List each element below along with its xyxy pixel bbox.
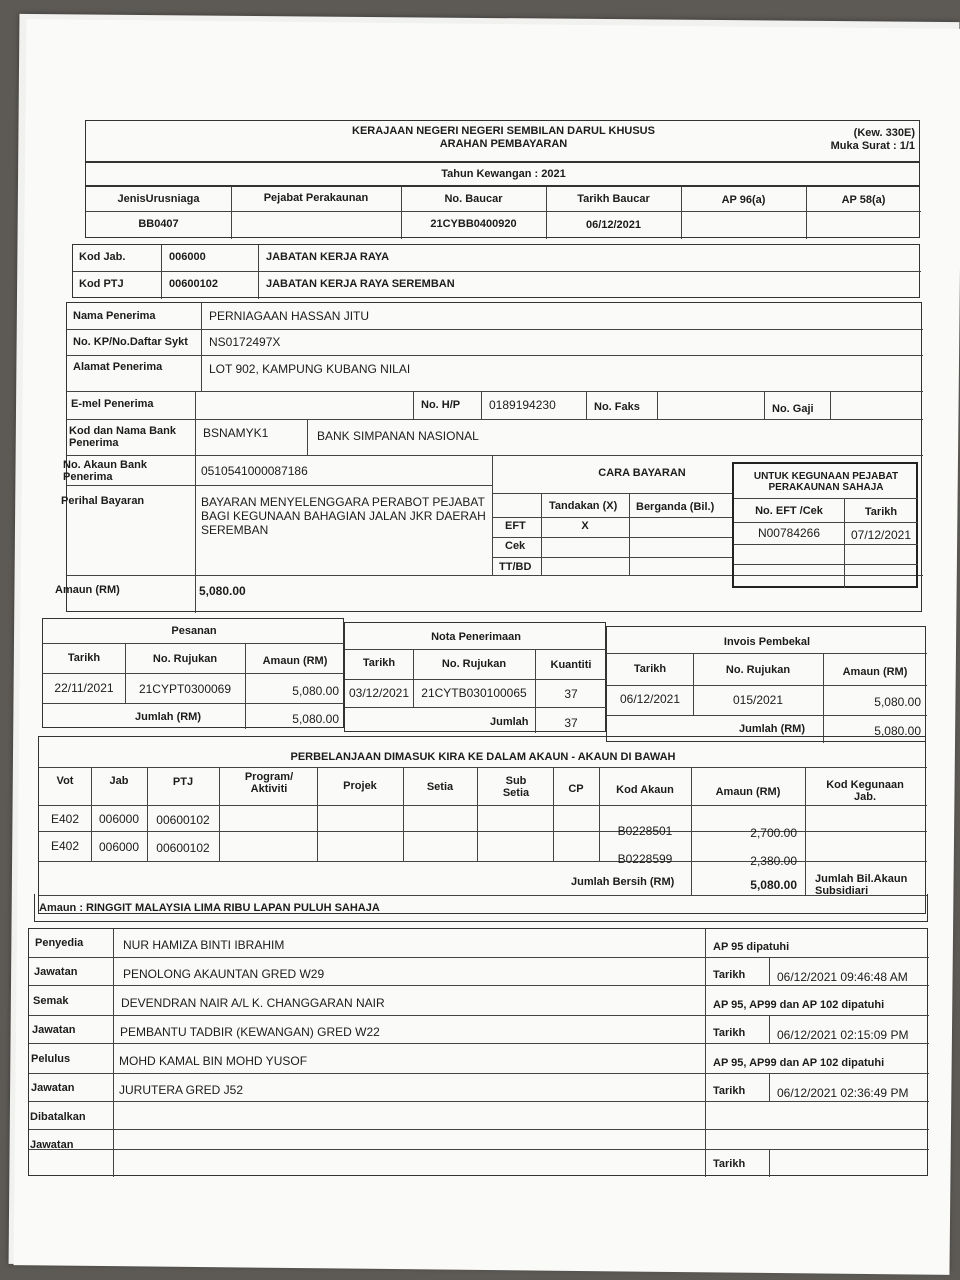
exp-row2-ptj: 00600102 — [156, 841, 210, 855]
pesanan-h-rujukan: No. Rujukan — [152, 653, 218, 665]
kod-ptj: 00600102 — [169, 278, 218, 290]
voucher-number: 21CYBB0400920 — [430, 218, 517, 230]
eft-date: 07/12/2021 — [850, 528, 912, 542]
col-eft-cek: No. EFT /Cek — [755, 505, 823, 517]
exp-h-projek: Projek — [343, 780, 377, 792]
department-name: JABATAN KERJA RAYA — [266, 251, 390, 263]
form-header — [85, 120, 920, 162]
exp-row1-kod-akaun: B0228501 — [617, 824, 673, 838]
ptj-name: JABATAN KERJA RAYA SEREMBAN — [266, 278, 455, 290]
pesanan-jumlah: 5,080.00 — [292, 712, 339, 726]
fiscal-year: Tahun Kewangan : 2021 — [441, 168, 566, 180]
pesanan-amaun: 5,080.00 — [292, 684, 339, 698]
nota-h-kuantiti: Kuantiti — [550, 659, 592, 671]
payee-address: LOT 902, KAMPUNG KUBANG NILAI — [209, 362, 411, 376]
kod-jab: 006000 — [169, 251, 206, 263]
col-tandakan: Tandakan (X) — [549, 500, 618, 512]
payee-name: PERNIAGAAN HASSAN JITU — [209, 309, 370, 323]
method-ttbd: TT/BD — [499, 561, 532, 573]
kod-ptj-label: Kod PTJ — [79, 278, 124, 290]
gaji-label: No. Gaji — [772, 403, 814, 415]
invois-amaun: 5,080.00 — [874, 695, 921, 709]
hp-number: 0189194230 — [489, 398, 556, 412]
penyedia-label: Penyedia — [35, 937, 84, 949]
invois-h-amaun: Amaun (RM) — [842, 666, 908, 678]
penyedia-date-label: Tarikh — [713, 969, 746, 981]
voucher-label-5: AP 96(a) — [721, 194, 766, 206]
perihal-label: Perihal Bayaran — [61, 495, 145, 507]
bank-label: Kod dan Nama Bank Penerima — [69, 425, 176, 450]
pelulus-jawatan: JURUTERA GRED J52 — [119, 1083, 244, 1097]
page-number: Muka Surat : 1/1 — [830, 140, 915, 152]
semak-jawatan: PEMBANTU TADBIR (KEWANGAN) GRED W22 — [120, 1025, 380, 1039]
penyedia-date: 06/12/2021 09:46:48 AM — [777, 970, 908, 984]
pesanan-title: Pesanan — [171, 625, 217, 637]
payee-name-label: Nama Penerima — [73, 310, 156, 322]
dibatalkan-date-label: Tarikh — [713, 1158, 746, 1170]
invois-jumlah-label: Jumlah (RM) — [739, 723, 805, 735]
government-title: KERAJAAN NEGERI NEGERI SEMBILAN DARUL KHUSUS — [352, 125, 655, 137]
exp-row1-amaun: 2,700.00 — [750, 826, 797, 840]
method-eft: EFT — [505, 520, 526, 532]
payment-description: BAYARAN MENYELENGGARA PERABOT PEJABAT BAGI KEGUNAAN BAHAGIAN JALAN JKR DAERAH SEREMBAN — [201, 495, 486, 537]
net-total-label: Jumlah Bersih (RM) — [571, 876, 675, 888]
office-use-box — [732, 462, 918, 588]
voucher-type: BB0407 — [138, 218, 179, 230]
expenditure-title: PERBELANJAAN DIMASUK KIRA KE DALAM AKAUN - AKAUN DI BAWAH — [290, 751, 676, 763]
invois-title: Invois Pembekal — [723, 636, 811, 648]
semak-label: Semak — [33, 995, 69, 1007]
fiscal-year-row — [85, 162, 920, 186]
invois-h-rujukan: No. Rujukan — [725, 664, 791, 676]
nota-jumlah: 37 — [564, 716, 578, 730]
voucher-date: 06/12/2021 — [585, 219, 642, 231]
method-cek: Cek — [505, 540, 526, 552]
exp-h-program: Program/ Aktiviti — [244, 771, 294, 796]
signatories-table — [28, 928, 928, 1176]
exp-h-kod-kegunaan: Kod Kegunaan Jab. — [826, 779, 904, 804]
voucher-label-4: Tarikh Baucar — [577, 193, 650, 205]
pelulus-date-label: Tarikh — [713, 1085, 746, 1097]
exp-h-jab: Jab — [109, 775, 129, 787]
pesanan-h-tarikh: Tarikh — [67, 652, 101, 664]
nota-kuantiti: 37 — [564, 687, 578, 701]
form-code: (Kew. 330E) — [853, 127, 915, 139]
expenditure-table — [38, 736, 926, 914]
form-title: ARAHAN PEMBAYARAN — [439, 138, 568, 150]
exp-row2-jab: 006000 — [98, 840, 140, 854]
penyedia-jawatan-label: Jawatan — [34, 966, 78, 978]
voucher-label-2: Pejabat Perakaunan — [263, 192, 369, 204]
exp-row2-kod-akaun: B0228599 — [617, 852, 673, 866]
net-total: 5,080.00 — [750, 878, 797, 892]
semak-date: 06/12/2021 02:15:09 PM — [777, 1028, 909, 1042]
exp-h-amaun: Amaun (RM) — [715, 786, 781, 798]
voucher-label-3: No. Baucar — [444, 193, 503, 205]
kp-number: NS0172497X — [209, 335, 281, 349]
payment-amount: 5,080.00 — [199, 584, 246, 598]
method-eft-mark: X — [581, 520, 589, 532]
amount-label: Amaun (RM) — [55, 584, 120, 596]
penyedia-name: NUR HAMIZA BINTI IBRAHIM — [123, 938, 285, 952]
amount-words-row — [34, 894, 928, 922]
bank-name: BANK SIMPANAN NASIONAL — [317, 429, 479, 443]
invois-rujukan: 015/2021 — [732, 693, 784, 707]
exp-h-vot: Vot — [56, 775, 74, 787]
invois-tarikh: 06/12/2021 — [619, 692, 681, 706]
exp-h-cp: CP — [568, 783, 584, 795]
kod-jab-label: Kod Jab. — [79, 251, 126, 263]
kp-label: No. KP/No.Daftar Sykt — [73, 336, 188, 348]
subsidiary-label: Jumlah Bil.Akaun Subsidiari — [815, 873, 908, 898]
semak-jawatan-label: Jawatan — [32, 1024, 76, 1036]
voucher-label-1: JenisUrusniaga — [117, 193, 200, 205]
semak-status: AP 95, AP99 dan AP 102 dipatuhi — [713, 999, 885, 1011]
semak-name: DEVENDRAN NAIR A/L K. CHANGGARAN NAIR — [121, 996, 385, 1010]
pelulus-date: 06/12/2021 02:36:49 PM — [777, 1086, 909, 1100]
pesanan-rujukan: 21CYPT0300069 — [138, 682, 232, 696]
address-label: Alamat Penerima — [73, 361, 163, 373]
exp-row2-amaun: 2,380.00 — [750, 854, 797, 868]
exp-h-kod-akaun: Kod Akaun — [616, 784, 674, 796]
payment-order-form — [30, 118, 925, 1178]
nota-title: Nota Penerimaan — [431, 631, 521, 643]
exp-row1-jab: 006000 — [98, 812, 140, 826]
fax-label: No. Faks — [594, 401, 640, 413]
col-office-date: Tarikh — [864, 506, 898, 518]
nota-tarikh: 03/12/2021 — [348, 686, 410, 700]
exp-h-sub-setia: Sub Setia — [502, 775, 530, 800]
bank-code: BSNAMYK1 — [203, 426, 269, 440]
voucher-label-6: AP 58(a) — [841, 194, 886, 206]
pesanan-table — [42, 618, 344, 728]
pelulus-label: Pelulus — [31, 1053, 71, 1065]
account-label: No. Akaun Bank Penerima — [63, 459, 147, 484]
col-berganda: Berganda (Bil.) — [636, 501, 715, 513]
nota-jumlah-label: Jumlah — [490, 716, 529, 728]
nota-table — [344, 622, 606, 732]
exp-row1-vot: E402 — [50, 812, 80, 826]
exp-h-setia: Setia — [426, 781, 454, 793]
email-label: E-mel Penerima — [71, 398, 154, 410]
exp-row2-vot: E402 — [50, 839, 80, 853]
penyedia-jawatan: PENOLONG AKAUNTAN GRED W29 — [123, 967, 325, 981]
pesanan-tarikh: 22/11/2021 — [54, 681, 114, 695]
pesanan-h-amaun: Amaun (RM) — [262, 655, 328, 667]
office-use-title: UNTUK KEGUNAAN PEJABAT PERAKAUNAN SAHAJA — [753, 471, 899, 493]
nota-h-tarikh: Tarikh — [362, 657, 396, 669]
dibatalkan-jawatan-label: Jawatan — [30, 1139, 74, 1151]
account-number: 0510541000087186 — [201, 464, 308, 478]
voucher-table — [85, 186, 920, 238]
nota-rujukan: 21CYTB030100065 — [421, 686, 527, 700]
pelulus-status: AP 95, AP99 dan AP 102 dipatuhi — [713, 1057, 885, 1069]
invois-h-tarikh: Tarikh — [633, 663, 667, 675]
exp-h-ptj: PTJ — [172, 776, 194, 788]
amount-in-words: Amaun : RINGGIT MALAYSIA LIMA RIBU LAPAN PULUH SAHAJA — [39, 902, 380, 914]
pelulus-name: MOHD KAMAL BIN MOHD YUSOF — [119, 1054, 308, 1068]
department-table — [72, 244, 920, 298]
dibatalkan-label: Dibatalkan — [30, 1111, 86, 1123]
pelulus-jawatan-label: Jawatan — [31, 1082, 75, 1094]
eft-number: N00784266 — [757, 526, 821, 540]
nota-h-rujukan: No. Rujukan — [441, 658, 507, 670]
payment-method-title: CARA BAYARAN — [598, 467, 686, 479]
invois-jumlah: 5,080.00 — [874, 724, 921, 738]
penyedia-status: AP 95 dipatuhi — [713, 941, 790, 953]
hp-label: No. H/P — [421, 399, 461, 411]
pesanan-jumlah-label: Jumlah (RM) — [135, 711, 201, 723]
semak-date-label: Tarikh — [713, 1027, 746, 1039]
exp-row1-ptj: 00600102 — [156, 813, 210, 827]
invois-table — [606, 626, 926, 742]
